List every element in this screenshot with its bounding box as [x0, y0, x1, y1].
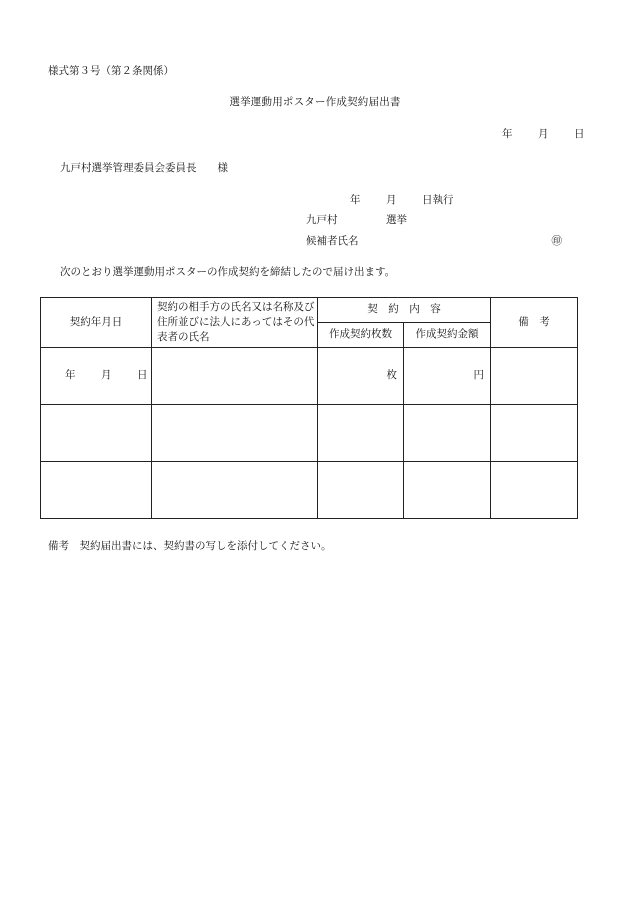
intro-text: 次のとおり選挙運動用ポスターの作成契約を締結したので届け出ます。	[60, 266, 396, 278]
election-label: 選挙	[386, 214, 407, 226]
row-sheets-cell[interactable]	[318, 405, 404, 462]
row-amount-cell[interactable]	[404, 405, 491, 462]
row-party-cell[interactable]	[152, 348, 318, 405]
table-row	[41, 405, 578, 462]
candidate-name-label: 候補者氏名	[306, 235, 359, 247]
form-number: 様式第３号（第２条関係）	[48, 65, 174, 77]
row-sheets-cell[interactable]	[318, 462, 404, 519]
header-contract-content: 契 約 内 容	[318, 298, 491, 323]
table-row	[41, 348, 578, 405]
seal-mark: ㊞	[551, 235, 562, 247]
candidate-line	[306, 236, 562, 247]
exec-month-label: 月	[386, 194, 397, 206]
header-contract-party: 契約の相手方の氏名又は名称及び住所並びに法人にあってはその代表者の氏名	[152, 298, 318, 348]
header-contract-amount: 作成契約金額	[404, 323, 491, 348]
sheets-unit-label: 枚	[386, 369, 397, 382]
election-name-line	[306, 215, 407, 226]
row-remarks-cell[interactable]	[491, 405, 578, 462]
yen-unit-label: 円	[473, 369, 484, 382]
contract-table	[40, 297, 578, 519]
execution-date	[350, 195, 454, 206]
addressee: 九戸村選挙管理委員会委員長 様	[60, 162, 228, 174]
exec-year-label: 年	[350, 194, 361, 206]
row-month-label: 月	[101, 369, 112, 382]
village-label: 九戸村	[306, 214, 338, 226]
row-party-cell[interactable]	[152, 462, 318, 519]
submission-date	[502, 129, 585, 140]
remarks-note: 備考 契約届出書には、契約書の写しを添付してください。	[48, 540, 332, 552]
row-year-label: 年	[65, 369, 76, 382]
exec-day-label: 日執行	[422, 194, 454, 206]
row-date-cell[interactable]	[41, 405, 152, 462]
date-day-label: 日	[574, 128, 585, 140]
table-row	[41, 462, 578, 519]
header-remarks: 備 考	[491, 298, 578, 348]
row-date-cell[interactable]	[41, 462, 152, 519]
row-remarks-cell[interactable]	[491, 348, 578, 405]
row-party-cell[interactable]	[152, 405, 318, 462]
row-day-label: 日	[137, 369, 148, 382]
row-sheets-cell[interactable]	[318, 348, 404, 405]
date-month-label: 月	[538, 128, 549, 140]
row-remarks-cell[interactable]	[491, 462, 578, 519]
row-amount-cell[interactable]	[404, 348, 491, 405]
header-contract-date: 契約年月日	[41, 298, 152, 348]
date-year-label: 年	[502, 128, 513, 140]
row-date-cell[interactable]	[41, 348, 152, 405]
header-sheet-count: 作成契約枚数	[318, 323, 404, 348]
document-title: 選挙運動用ポスター作成契約届出書	[229, 96, 401, 108]
row-amount-cell[interactable]	[404, 462, 491, 519]
